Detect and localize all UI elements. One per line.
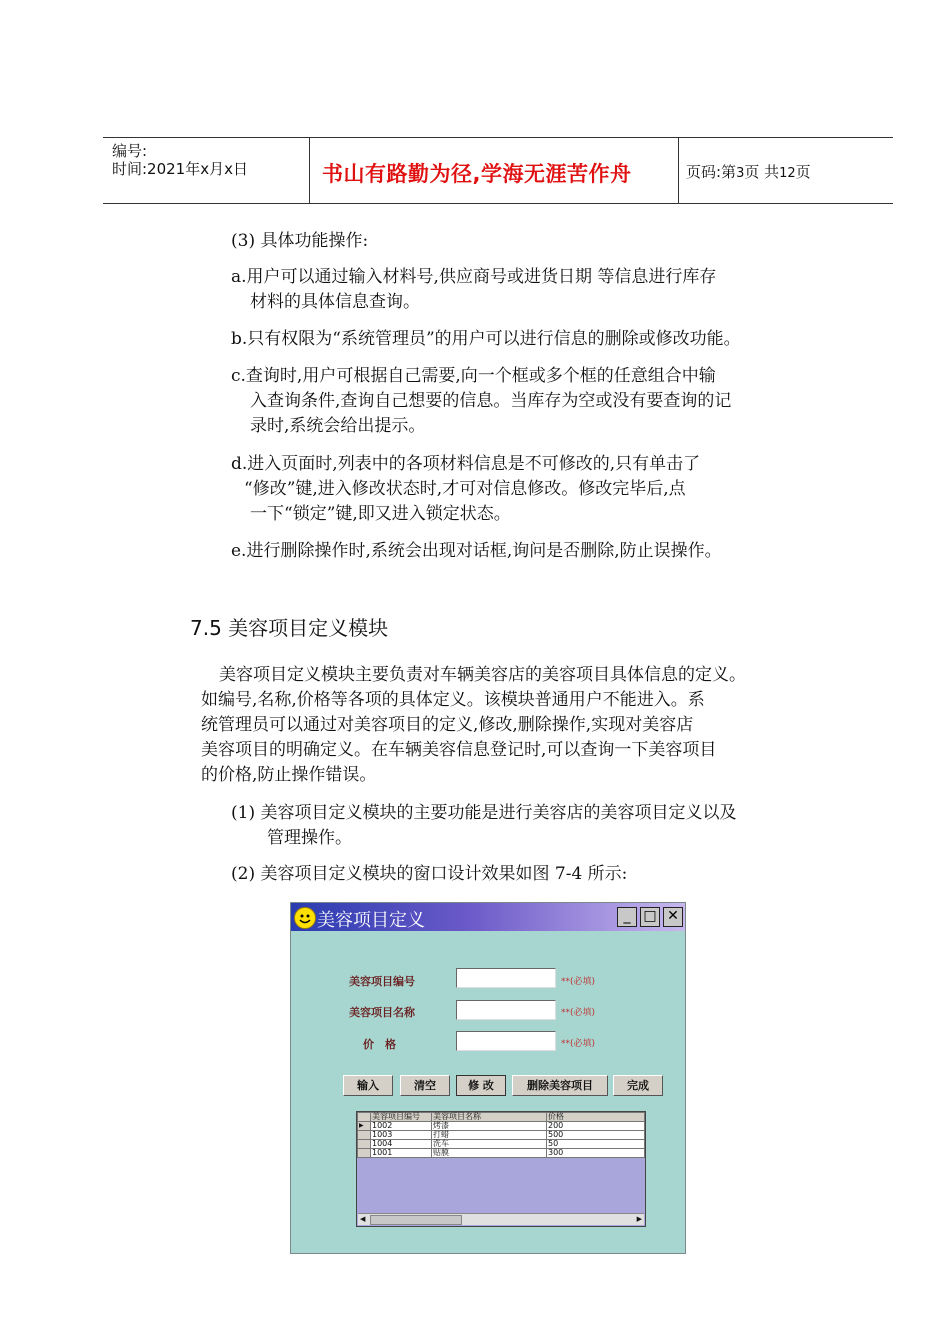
clear-button[interactable]: 清空	[400, 1075, 450, 1096]
cell-code[interactable]: 1003	[371, 1131, 432, 1140]
page-end: 页	[795, 163, 811, 181]
para-line1: 美容项目定义模块主要负责对车辆美容店的美容项目具体信息的定义。	[219, 665, 746, 685]
item-c-line3: 录时,系统会给出提示。	[250, 416, 426, 436]
app-window	[290, 902, 686, 1254]
items-table	[357, 1112, 645, 1158]
required-note-name: **(必填)	[561, 1008, 596, 1018]
item-c-line2: 入查询条件,查询自己想要的信息。当库存为空或没有要查询的记	[250, 391, 732, 411]
item2: (2) 美容项目定义模块的窗口设计效果如图 7-4 所示:	[231, 864, 628, 884]
header-divider-right	[678, 137, 679, 204]
page-current: 3	[736, 166, 745, 181]
header-time: 时间:2021年x月x日	[112, 160, 248, 178]
window-titlebar[interactable]	[291, 903, 685, 931]
required-note-price: **(必填)	[561, 1039, 596, 1049]
item-a-line2: 材料的具体信息查询。	[250, 292, 420, 312]
item-a-line1: a.用户可以通过输入材料号,供应商号或进货日期 等信息进行库存	[231, 267, 717, 287]
para-line3: 统管理员可以通过对美容项目的定义,修改,删除操作,实现对美容店	[201, 715, 694, 735]
header-divider-left	[309, 137, 310, 204]
para-line4: 美容项目的明确定义。在车辆美容信息登记时,可以查询一下美容项目	[201, 740, 717, 760]
horizontal-scrollbar[interactable]	[358, 1213, 644, 1225]
item-code-input[interactable]	[456, 968, 556, 988]
scroll-left-icon[interactable]: ◀	[360, 1215, 366, 1223]
close-button[interactable]: ✕	[663, 907, 683, 927]
delete-item-button[interactable]: 删除美容项目	[512, 1075, 608, 1096]
item-e: e.进行删除操作时,系统会出现对话框,询问是否删除,防止误操作。	[231, 541, 722, 561]
scroll-right-icon[interactable]: ▶	[636, 1215, 642, 1223]
header-motto: 书山有路勤为径,学海无涯苦作舟	[322, 162, 632, 186]
input-button[interactable]: 输入	[343, 1075, 393, 1096]
para-line5: 的价格,防止操作错误。	[201, 765, 377, 785]
item3-title: (3) 具体功能操作:	[231, 231, 369, 251]
col-header-name[interactable]: 美容项目名称	[432, 1113, 547, 1122]
page-label: 页码:第	[686, 163, 737, 181]
price-input[interactable]	[456, 1031, 556, 1051]
cell-name[interactable]: 洗车	[432, 1140, 547, 1149]
cell-name[interactable]: 贴膜	[432, 1149, 547, 1158]
minimize-button[interactable]: _	[617, 907, 637, 927]
header-top-rule	[103, 137, 893, 138]
item-d-line3: 一下“锁定”键,即又进入锁定状态。	[250, 504, 511, 524]
scrollbar-thumb[interactable]	[370, 1215, 462, 1225]
item-b: b.只有权限为“系统管理员”的用户可以进行信息的删除或修改功能。	[231, 329, 741, 349]
table-row[interactable]	[358, 1131, 645, 1140]
item-d-line2: “修改”键,进入修改状态时,才可对信息修改。修改完毕后,点	[244, 479, 686, 499]
col-header-code[interactable]: 美容项目编号	[371, 1113, 432, 1122]
done-button[interactable]: 完成	[613, 1075, 663, 1096]
table-header-row	[358, 1113, 645, 1122]
cell-price[interactable]: 200	[547, 1122, 645, 1131]
row-pointer-icon: ▶	[358, 1122, 371, 1131]
table-row[interactable]	[358, 1122, 645, 1131]
row-indicator	[358, 1131, 371, 1140]
cell-code[interactable]: 1001	[371, 1149, 432, 1158]
cell-code[interactable]: 1004	[371, 1140, 432, 1149]
table-row[interactable]	[358, 1140, 645, 1149]
row-indicator	[358, 1140, 371, 1149]
cell-name[interactable]: 烤漆	[432, 1122, 547, 1131]
cell-name[interactable]: 打蜡	[432, 1131, 547, 1140]
page-mid: 页 共	[744, 163, 780, 181]
modify-button[interactable]: 修 改	[456, 1075, 506, 1096]
label-item-code: 美容项目编号	[349, 975, 415, 988]
para-line2: 如编号,名称,价格等各项的具体定义。该模块普通用户不能进入。系	[201, 690, 705, 710]
row-indicator-header	[358, 1113, 371, 1122]
cell-price[interactable]: 50	[547, 1140, 645, 1149]
label-price: 价 格	[363, 1038, 396, 1051]
window-title: 美容项目定义	[317, 910, 425, 931]
section-heading: 7.5 美容项目定义模块	[190, 616, 389, 640]
maximize-button[interactable]: □	[640, 907, 660, 927]
item1-line2: 管理操作。	[267, 828, 352, 848]
page-total: 12	[779, 166, 796, 181]
label-item-name: 美容项目名称	[349, 1006, 415, 1019]
item-d-line1: d.进入页面时,列表中的各项材料信息是不可修改的,只有单击了	[231, 454, 701, 474]
cell-code[interactable]: 1002	[371, 1122, 432, 1131]
smiley-icon	[294, 907, 316, 929]
item-name-input[interactable]	[456, 1000, 556, 1020]
item-c-line1: c.查询时,用户可根据自己需要,向一个框或多个框的任意组合中输	[231, 366, 716, 386]
col-header-price[interactable]: 价格	[547, 1113, 645, 1122]
table-row[interactable]	[358, 1149, 645, 1158]
header-bottom-rule	[103, 203, 893, 204]
item1-line1: (1) 美容项目定义模块的主要功能是进行美容店的美容项目定义以及	[231, 803, 737, 823]
items-grid[interactable]	[356, 1111, 646, 1227]
required-note-code: **(必填)	[561, 977, 596, 987]
cell-price[interactable]: 500	[547, 1131, 645, 1140]
row-indicator	[358, 1149, 371, 1158]
header-number: 编号:	[112, 142, 148, 160]
cell-price[interactable]: 300	[547, 1149, 645, 1158]
header-page-info	[686, 161, 811, 182]
